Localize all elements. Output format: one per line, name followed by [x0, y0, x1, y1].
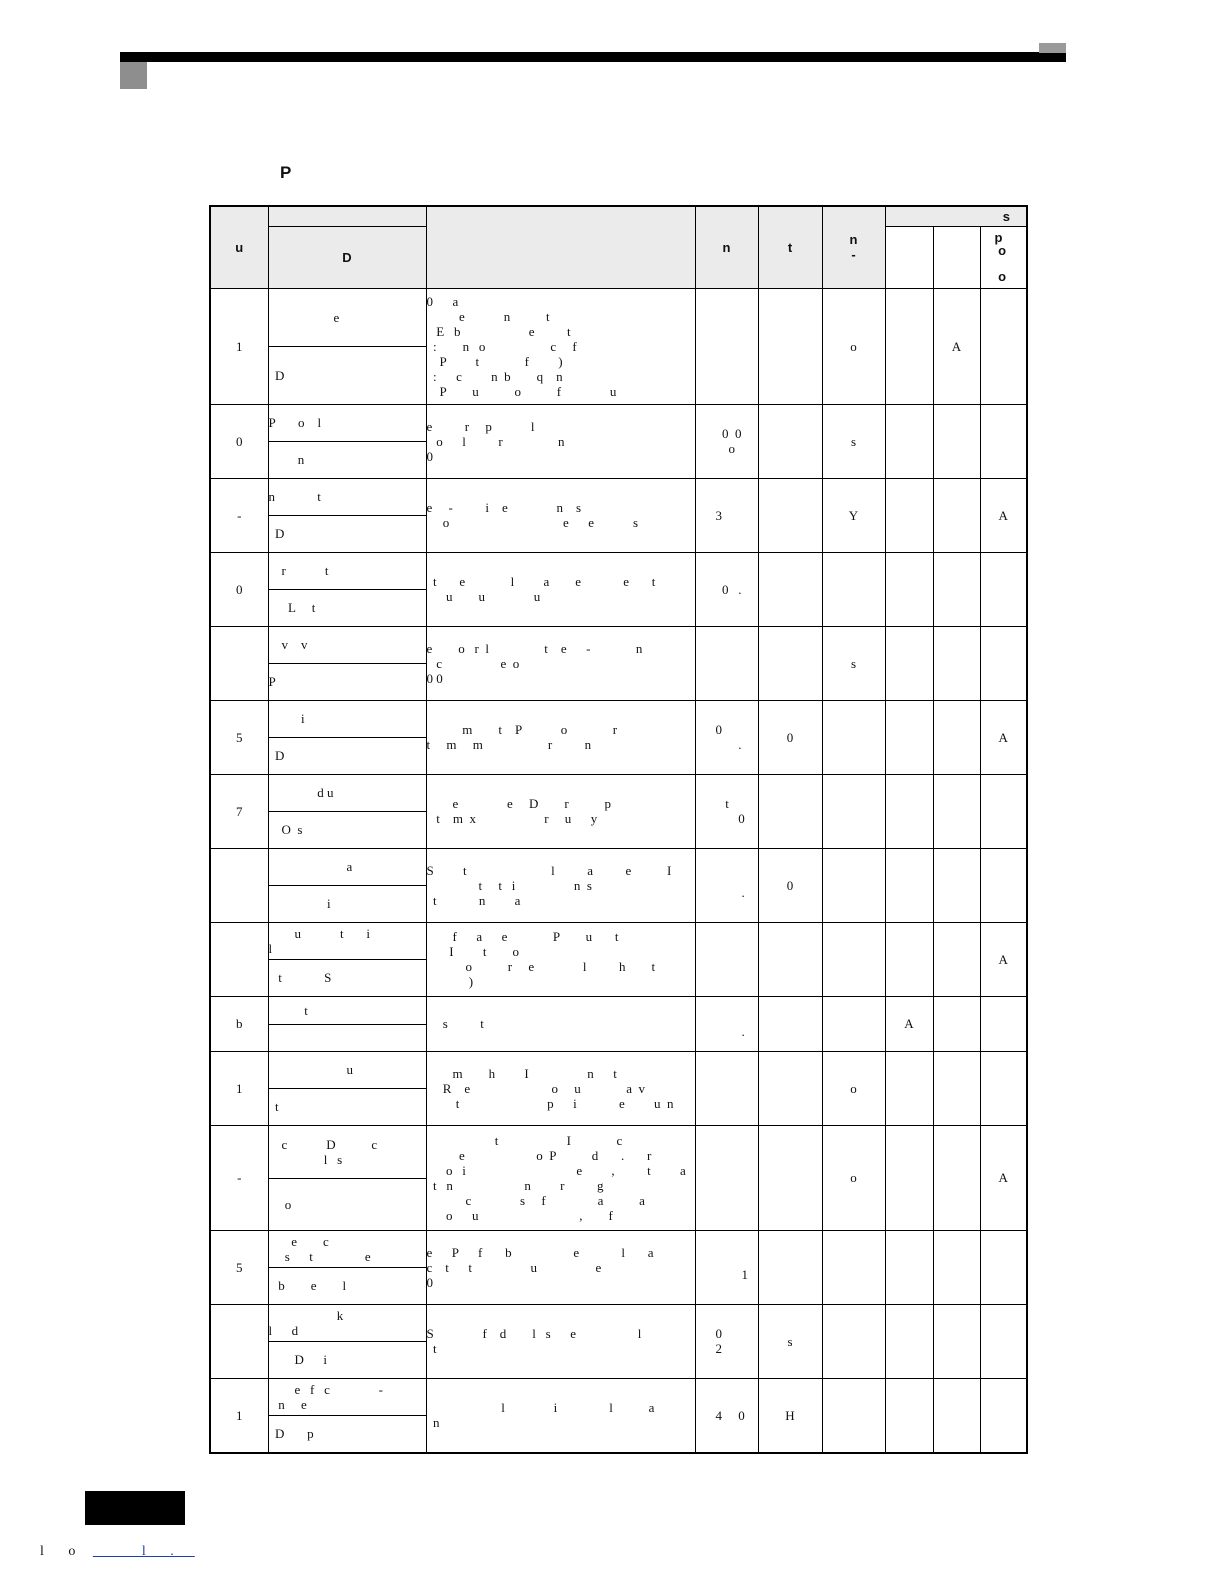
param-description: e e D r p t m x r u y [426, 774, 695, 848]
chapter-tab-marker [120, 62, 147, 89]
param-display-name: D p [268, 1415, 426, 1453]
param-method-2 [933, 404, 980, 478]
param-change-during-run [822, 774, 885, 848]
param-method-3 [980, 1230, 1027, 1304]
param-method-3 [980, 1304, 1027, 1378]
param-change-during-run: o [822, 288, 885, 404]
param-display-name: D [268, 515, 426, 552]
param-method-1 [885, 404, 933, 478]
param-number: 1 [210, 1051, 268, 1125]
param-change-during-run [822, 922, 885, 996]
param-number: 1 [210, 1378, 268, 1453]
header-control-methods: s [885, 206, 1027, 226]
param-method-3: A [980, 922, 1027, 996]
header-parameter-number: u [210, 206, 268, 288]
table-row [210, 848, 1027, 885]
param-method-2 [933, 1230, 980, 1304]
param-method-3 [980, 774, 1027, 848]
param-factory-setting [758, 288, 822, 404]
param-method-2 [933, 1304, 980, 1378]
param-setting-range [695, 1051, 758, 1125]
param-number: b [210, 996, 268, 1051]
header-method-1 [885, 226, 933, 288]
header-tab-marker [1039, 43, 1066, 53]
param-display-name: t S [268, 959, 426, 996]
param-setting-range [695, 922, 758, 996]
param-factory-setting [758, 922, 822, 996]
param-change-during-run [822, 552, 885, 626]
param-setting-range: 0 . [695, 552, 758, 626]
param-method-3 [980, 626, 1027, 700]
param-factory-setting [758, 996, 822, 1051]
table-row [210, 626, 1027, 663]
table-row [210, 1125, 1027, 1178]
param-number: 5 [210, 1230, 268, 1304]
param-description: l i l a n [426, 1378, 695, 1453]
parameter-rows [210, 288, 1027, 1453]
param-name: d u [268, 774, 426, 811]
param-description: e - i e n s o e e s [426, 478, 695, 552]
table-row [210, 700, 1027, 737]
header-method-2 [933, 226, 980, 288]
param-setting-range: 4 0 [695, 1378, 758, 1453]
param-factory-setting [758, 774, 822, 848]
param-display-name: o [268, 1178, 426, 1230]
param-change-during-run: Y [822, 478, 885, 552]
param-display-name: D [268, 346, 426, 404]
param-description: t I c e o P d . r o i e , t a t n n r g c s f a a o u , f [426, 1125, 695, 1230]
param-name: r t [268, 552, 426, 589]
param-factory-setting: 0 [758, 848, 822, 922]
header-description [426, 206, 695, 288]
param-display-name: D [268, 737, 426, 774]
param-method-1 [885, 1378, 933, 1453]
param-method-2 [933, 848, 980, 922]
param-method-3 [980, 1051, 1027, 1125]
param-description: m t P o r t m m r n [426, 700, 695, 774]
param-factory-setting [758, 1125, 822, 1230]
param-number [210, 922, 268, 996]
param-description: e o r l t e - n c e o 0 0 [426, 626, 695, 700]
param-method-3 [980, 996, 1027, 1051]
param-number: 0 [210, 552, 268, 626]
footer-prefix: l o [40, 1544, 93, 1559]
param-display-name: L t [268, 589, 426, 626]
param-number: - [210, 1125, 268, 1230]
table-row [210, 922, 1027, 959]
table-row [210, 1230, 1027, 1267]
table-row [210, 1051, 1027, 1088]
param-name: a [268, 848, 426, 885]
param-method-2 [933, 552, 980, 626]
param-name: v v [268, 626, 426, 663]
header-change-during-operation: n - [822, 206, 885, 288]
param-change-during-run: o [822, 1125, 885, 1230]
param-method-1 [885, 774, 933, 848]
param-name: t [268, 996, 426, 1024]
param-change-during-run [822, 996, 885, 1051]
param-method-2 [933, 774, 980, 848]
param-number: - [210, 478, 268, 552]
param-method-3 [980, 552, 1027, 626]
param-number [210, 848, 268, 922]
table-row [210, 996, 1027, 1024]
param-description: S t l a e I t t i n s t n a [426, 848, 695, 922]
param-change-during-run [822, 700, 885, 774]
footer-link[interactable]: l . [92, 1544, 195, 1559]
param-method-1 [885, 1304, 933, 1378]
param-setting-range [695, 288, 758, 404]
param-method-1 [885, 700, 933, 774]
table-row [210, 288, 1027, 346]
param-method-3 [980, 1378, 1027, 1453]
param-change-during-run [822, 1230, 885, 1304]
param-method-2 [933, 626, 980, 700]
param-setting-range: 0 . [695, 700, 758, 774]
param-setting-range: 3 [695, 478, 758, 552]
param-change-during-run: s [822, 626, 885, 700]
param-factory-setting [758, 478, 822, 552]
param-method-3: A [980, 700, 1027, 774]
param-description: f a e P u t I t o o r e l h t ) [426, 922, 695, 996]
param-setting-range: 0 0 o [695, 404, 758, 478]
param-method-2: A [933, 288, 980, 404]
param-description: 0 a e n t E b e t : n o c f P t f ) : c n b q n P u o f u [426, 288, 695, 404]
header-setting-range: n [695, 206, 758, 288]
table-row [210, 404, 1027, 441]
param-method-1 [885, 848, 933, 922]
param-number: 0 [210, 404, 268, 478]
param-method-1 [885, 1230, 933, 1304]
param-description: t e l a e e t u u u [426, 552, 695, 626]
param-display-name: n [268, 441, 426, 478]
param-setting-range: t 0 [695, 774, 758, 848]
param-method-2 [933, 922, 980, 996]
param-change-during-run: s [822, 404, 885, 478]
param-display-name: P [268, 663, 426, 700]
footer [40, 1544, 195, 1560]
header-rule [120, 52, 1066, 62]
param-change-during-run: o [822, 1051, 885, 1125]
param-factory-setting [758, 626, 822, 700]
param-method-3 [980, 848, 1027, 922]
table-row [210, 478, 1027, 515]
param-display-name: t [268, 1088, 426, 1125]
table-row [210, 774, 1027, 811]
param-name: k l d [268, 1304, 426, 1341]
param-name: c D c l s [268, 1125, 426, 1178]
param-number [210, 626, 268, 700]
param-factory-setting [758, 1230, 822, 1304]
page-number-box [85, 1491, 185, 1525]
section-title: P [280, 163, 292, 182]
param-description: e r p l o l r n 0 [426, 404, 695, 478]
param-method-2 [933, 1051, 980, 1125]
param-factory-setting [758, 404, 822, 478]
param-method-1: A [885, 996, 933, 1051]
param-method-3 [980, 288, 1027, 404]
param-factory-setting: H [758, 1378, 822, 1453]
header-display: D [268, 226, 426, 288]
param-setting-range: 1 [695, 1230, 758, 1304]
param-name: i [268, 700, 426, 737]
param-factory-setting [758, 1051, 822, 1125]
param-display-name: i [268, 885, 426, 922]
param-display-name: O s [268, 811, 426, 848]
param-method-1 [885, 1051, 933, 1125]
param-method-1 [885, 1125, 933, 1230]
header-name-top [268, 206, 426, 226]
param-method-2 [933, 996, 980, 1051]
param-setting-range [695, 626, 758, 700]
param-name: e f c - n e [268, 1378, 426, 1415]
param-method-3: A [980, 1125, 1027, 1230]
param-number: 5 [210, 700, 268, 774]
param-factory-setting: 0 [758, 700, 822, 774]
param-method-2 [933, 1125, 980, 1230]
param-setting-range: . [695, 996, 758, 1051]
table-row [210, 1378, 1027, 1415]
param-change-during-run [822, 1304, 885, 1378]
param-method-1 [885, 288, 933, 404]
param-name: P o l [268, 404, 426, 441]
param-description: S f d l s e l t [426, 1304, 695, 1378]
param-method-1 [885, 922, 933, 996]
param-method-3: A [980, 478, 1027, 552]
param-method-1 [885, 552, 933, 626]
param-change-during-run [822, 1378, 885, 1453]
param-name: e [268, 288, 426, 346]
param-name: u [268, 1051, 426, 1088]
header-method-3: p o o [980, 226, 1027, 288]
param-method-3 [980, 404, 1027, 478]
param-name: e c s t e [268, 1230, 426, 1267]
param-method-2 [933, 478, 980, 552]
param-method-1 [885, 478, 933, 552]
table-row [210, 1304, 1027, 1341]
param-description: s t [426, 996, 695, 1051]
param-display-name: D i [268, 1341, 426, 1378]
param-setting-range: . [695, 848, 758, 922]
param-number: 7 [210, 774, 268, 848]
param-name: n t [268, 478, 426, 515]
table-row [210, 552, 1027, 589]
param-number: 1 [210, 288, 268, 404]
param-display-name [268, 1024, 426, 1051]
param-change-during-run [822, 848, 885, 922]
param-setting-range: 0 2 [695, 1304, 758, 1378]
param-method-2 [933, 700, 980, 774]
param-method-1 [885, 626, 933, 700]
param-description: e P f b e l a c t t u e 0 [426, 1230, 695, 1304]
param-setting-range [695, 1125, 758, 1230]
parameter-table [209, 205, 1028, 1454]
param-method-2 [933, 1378, 980, 1453]
param-description: m h I n t R e o u a v t p i e u n [426, 1051, 695, 1125]
header-factory-setting: t [758, 206, 822, 288]
param-name: u t i l [268, 922, 426, 959]
param-factory-setting: s [758, 1304, 822, 1378]
param-display-name: b e l [268, 1267, 426, 1304]
param-factory-setting [758, 552, 822, 626]
param-number [210, 1304, 268, 1378]
